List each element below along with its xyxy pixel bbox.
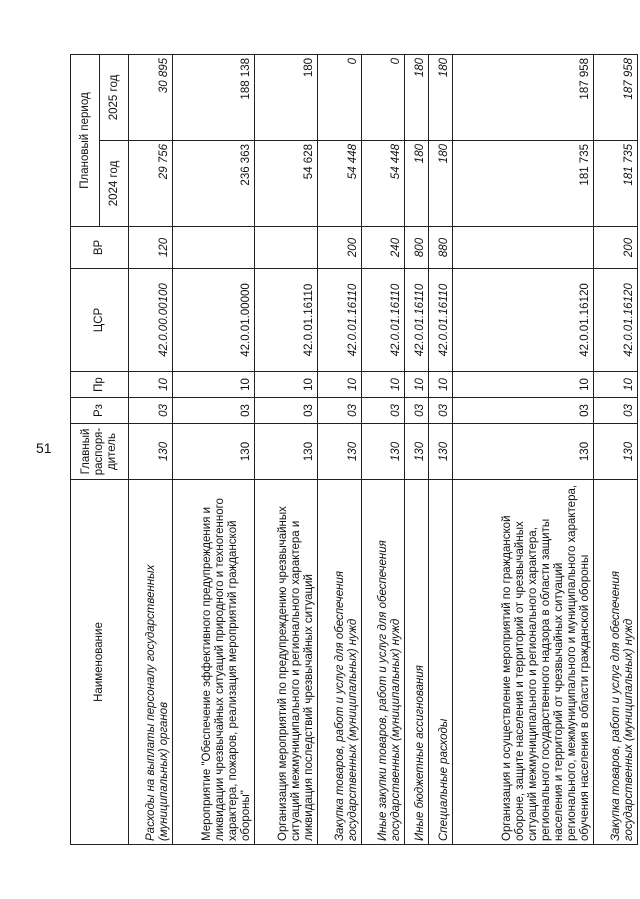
table-row: [405, 54, 429, 844]
cell-pr: 10: [172, 372, 255, 398]
table-row: [172, 54, 255, 844]
cell-rz: 03: [129, 398, 173, 424]
cell-name: Специальные расходы: [429, 480, 453, 845]
table-row: [318, 54, 362, 844]
cell-rz: 03: [255, 398, 318, 424]
col-header-2025: 2025 год: [100, 54, 129, 140]
cell-name: Организация мероприятий по предупреждению чрезвычайных ситуаций межмуниципального и регионального характера и ликвидация последствий чрезвычайных ситуаций: [255, 480, 318, 845]
cell-name: Закупка товаров, работ и услуг для обеспечения государственных (муниципальных) нужд: [318, 480, 362, 845]
cell-rz: 03: [594, 398, 638, 424]
cell-glav: 130: [594, 424, 638, 480]
cell-2025: 188 138: [172, 54, 255, 140]
cell-2025: 180: [405, 54, 429, 140]
cell-vr: 880: [429, 227, 453, 269]
header-row: [71, 54, 100, 844]
cell-csr: 42.0.01.00000: [172, 269, 255, 372]
cell-vr: [172, 227, 255, 269]
col-header-2024: 2024 год: [100, 141, 129, 227]
cell-csr: 42.0.01.16110: [318, 269, 362, 372]
table-body: [129, 54, 638, 844]
cell-pr: 10: [255, 372, 318, 398]
cell-2025: 30 895: [129, 54, 173, 140]
col-header-name: Наименование: [71, 480, 129, 845]
cell-csr: 42.0.01.16110: [361, 269, 405, 372]
table-row: [361, 54, 405, 844]
budget-table: [70, 54, 638, 845]
cell-glav: 130: [361, 424, 405, 480]
cell-name: Мероприятие "Обеспечение эффективного предупреждения и ликвидации чрезвычайных ситуаций природного и техногенного характера, пожаров, реализация мероприятий гражданской обороны": [172, 480, 255, 845]
cell-name: Закупка товаров, работ и услуг для обеспечения государственных (муниципальных) нужд: [594, 480, 638, 845]
cell-csr: 42.0.01.16110: [429, 269, 453, 372]
cell-csr: 42.0.00.00100: [129, 269, 173, 372]
table-row: [129, 54, 173, 844]
cell-2025: 0: [361, 54, 405, 140]
cell-rz: 03: [453, 398, 594, 424]
table-row: [429, 54, 453, 844]
cell-vr: [255, 227, 318, 269]
cell-vr: 800: [405, 227, 429, 269]
cell-rz: 03: [361, 398, 405, 424]
cell-vr: 240: [361, 227, 405, 269]
col-header-rz: Рз: [71, 398, 129, 424]
cell-glav: 130: [405, 424, 429, 480]
cell-rz: 03: [318, 398, 362, 424]
cell-pr: 10: [405, 372, 429, 398]
cell-glav: 130: [172, 424, 255, 480]
cell-glav: 130: [318, 424, 362, 480]
cell-2025: 180: [255, 54, 318, 140]
cell-rz: 03: [172, 398, 255, 424]
cell-pr: 10: [453, 372, 594, 398]
cell-2024: 180: [429, 141, 453, 227]
cell-rz: 03: [405, 398, 429, 424]
cell-pr: 10: [429, 372, 453, 398]
cell-name: Расходы на выплаты персоналу государственных (муниципальных) органов: [129, 480, 173, 845]
cell-rz: 03: [429, 398, 453, 424]
cell-2024: 181 735: [453, 141, 594, 227]
cell-name: Иные закупки товаров, работ и услуг для обеспечения государственных (муниципальных) нужд: [361, 480, 405, 845]
col-header-csr: ЦСР: [71, 269, 129, 372]
page-number: 51: [36, 440, 52, 456]
cell-pr: 10: [594, 372, 638, 398]
cell-pr: 10: [129, 372, 173, 398]
cell-csr: 42.0.01.16120: [594, 269, 638, 372]
cell-2024: 181 735: [594, 141, 638, 227]
table-row: [453, 54, 594, 844]
cell-pr: 10: [318, 372, 362, 398]
col-header-pr: Пр: [71, 372, 129, 398]
cell-name: Иные бюджетные ассигнования: [405, 480, 429, 845]
cell-csr: 42.0.01.16110: [255, 269, 318, 372]
cell-2024: 180: [405, 141, 429, 227]
col-header-plan: Плановый период: [71, 54, 100, 226]
cell-glav: 130: [429, 424, 453, 480]
cell-2025: 187 958: [594, 54, 638, 140]
cell-2024: 29 756: [129, 141, 173, 227]
table-row: [255, 54, 318, 844]
cell-glav: 130: [453, 424, 594, 480]
cell-vr: 200: [594, 227, 638, 269]
cell-2024: 54 448: [318, 141, 362, 227]
cell-vr: 200: [318, 227, 362, 269]
table-row: [594, 54, 638, 844]
cell-2024: 54 448: [361, 141, 405, 227]
cell-2025: 180: [429, 54, 453, 140]
cell-vr: 120: [129, 227, 173, 269]
rotated-table-container: [70, 55, 638, 845]
cell-glav: 130: [255, 424, 318, 480]
cell-csr: 42.0.01.16120: [453, 269, 594, 372]
cell-2024: 236 363: [172, 141, 255, 227]
cell-csr: 42.0.01.16110: [405, 269, 429, 372]
cell-pr: 10: [361, 372, 405, 398]
col-header-glav: Главный распоря-дитель: [71, 424, 129, 480]
cell-2024: 54 628: [255, 141, 318, 227]
cell-vr: [453, 227, 594, 269]
cell-glav: 130: [129, 424, 173, 480]
cell-2025: 0: [318, 54, 362, 140]
col-header-vr: ВР: [71, 227, 129, 269]
cell-name: Организация и осуществление мероприятий по гражданской обороне, защите населения и территорий от чрезвычайных ситуаций межмуниципального и регионального характера, регионального государственного надзора в области защиты населения и территорий от чрезвычайных ситуаций регионального, межмуниципального и муниципального характера, обучения населения в области гражданской обороны: [453, 480, 594, 845]
cell-2025: 187 958: [453, 54, 594, 140]
